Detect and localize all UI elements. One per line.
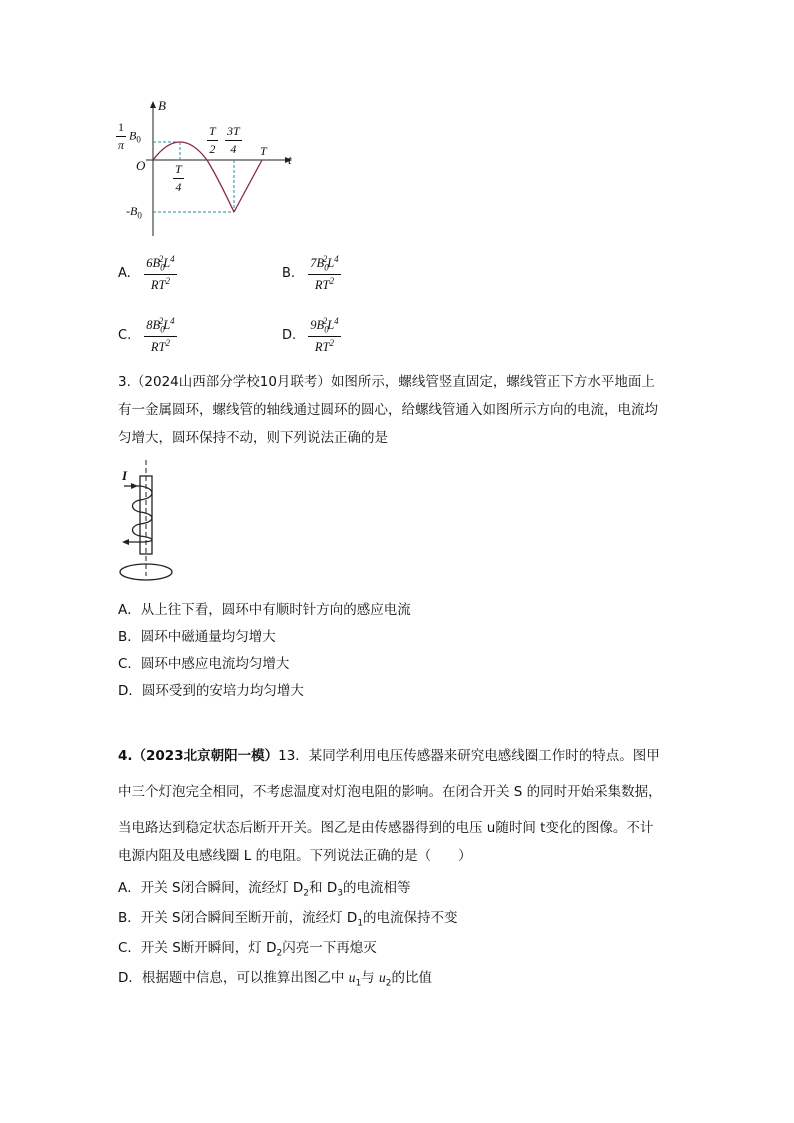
b-axis-arrow (150, 101, 156, 108)
q3-option-a: A．从上往下看，圆环中有顺时针方向的感应电流 (118, 602, 411, 618)
axis-t-label: t (288, 152, 292, 167)
q4-option-b: B．开关 S闭合瞬间至断开前，流经灯 $D_1$的电流保持不变 (118, 910, 458, 929)
current-out-arrow (122, 539, 129, 545)
b-line-rise (234, 160, 262, 212)
q2-option-d: D. $\frac{9B_0^2L^4}{RT^2}$ (282, 316, 339, 354)
q4-option-a: A．开关 S闭合瞬间，流经灯 $D_2$和 $D_3$的电流相等 (118, 880, 411, 899)
q3-line-2: 有一金属圆环，螺线管的轴线通过圆环的圆心，给螺线管通入如图所示方向的电流，电流均 (118, 402, 658, 418)
q4-line-4: 电源内阻及电感线圈 L 的电阻。下列说法正确的是（ ） (118, 848, 472, 864)
q4-line-1: 4.（2023北京朝阳一模）13．某同学利用电压传感器来研究电感线圈工作时的特点。图甲 (118, 748, 660, 764)
current-in-arrow (131, 483, 138, 489)
q3-option-b: B．圆环中磁通量均匀增大 (118, 629, 276, 645)
xtick-t-over-2: $\frac{T}{2}$ (209, 124, 216, 156)
xtick-t-over-4: $\frac{T}{4}$ (175, 162, 182, 194)
q3-option-c: C．圆环中感应电流均匀增大 (118, 656, 290, 672)
q3-line-1: 3.（2024山西部分学校10月联考）如图所示，螺线管竖直固定，螺线管正下方水平地面上 (118, 374, 655, 390)
solenoid-figure (116, 458, 186, 588)
q3-option-d: D．圆环受到的安培力均匀增大 (118, 683, 304, 699)
xtick-3t-over-4: $\frac{3T}{4}$ (227, 124, 240, 156)
q2-option-c: C. $\frac{8B_0^2L^4}{RT^2}$ (118, 316, 175, 354)
origin-label: O (136, 158, 146, 173)
ytick-top-label: $\frac{1}{\pi}$ $B_0$ (117, 120, 141, 152)
q3-line-3: 匀增大，圆环保持不动，则下列说法正确的是 (118, 430, 388, 446)
q4-option-c: C．开关 S断开瞬间，灯 $D_2$闪亮一下再熄灭 (118, 940, 377, 959)
q2-option-a: A. $\frac{6B_0^2L^4}{RT^2}$ (118, 254, 175, 292)
q4-line-3: 当电路达到稳定状态后断开开关。图乙是由传感器得到的电压 u随时间 t变化的图像。不计 (118, 820, 654, 836)
axis-b-label: B (158, 98, 166, 113)
b-curve-drop (207, 160, 234, 212)
ytick-bottom-label: $-B_0$ (126, 204, 142, 221)
b-t-graph (110, 96, 310, 246)
solenoid-coil (124, 486, 152, 542)
q4-line-2: 中三个灯泡完全相同，不考虑温度对灯泡电阻的影响。在闭合开关 S 的同时开始采集数据， (118, 784, 662, 800)
current-label: I (122, 468, 128, 483)
q4-option-d: D．根据题中信息，可以推算出图乙中 $u_1$与 $u_2$的比值 (118, 970, 432, 989)
xtick-t: T (260, 144, 267, 158)
q2-option-b: B. $\frac{7B_0^2L^4}{RT^2}$ (282, 254, 339, 292)
